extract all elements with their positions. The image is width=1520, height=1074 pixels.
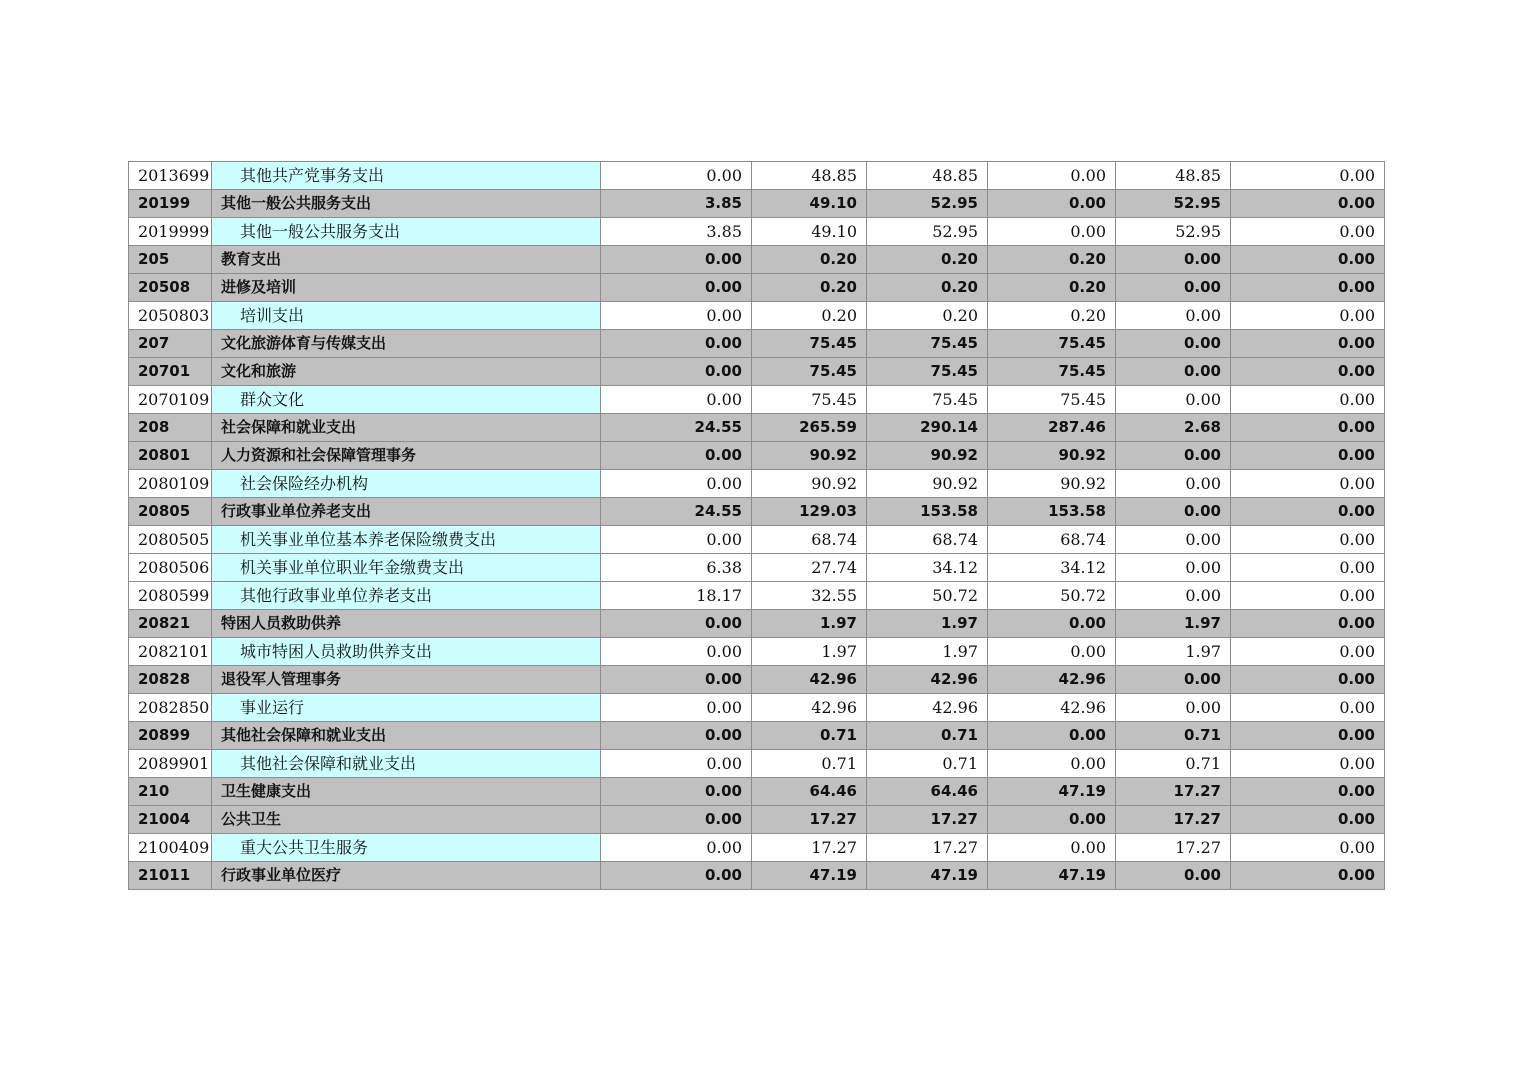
value-col-1-cell: 0.00 xyxy=(601,694,752,722)
value-col-1-cell: 0.00 xyxy=(601,722,752,750)
value-col-6-cell: 0.00 xyxy=(1231,750,1385,778)
value-col-5-cell: 0.00 xyxy=(1116,582,1231,610)
value-col-6-cell: 0.00 xyxy=(1231,582,1385,610)
value-col-3-cell: 0.20 xyxy=(867,274,988,302)
subject-code-cell: 20801 xyxy=(129,442,212,470)
subject-name-cell: 其他行政事业单位养老支出 xyxy=(212,582,601,610)
value-col-3-cell: 153.58 xyxy=(867,498,988,526)
value-col-1-cell: 3.85 xyxy=(601,218,752,246)
subject-name-cell: 重大公共卫生服务 xyxy=(212,834,601,862)
value-col-2-cell: 129.03 xyxy=(752,498,867,526)
value-col-3-cell: 75.45 xyxy=(867,330,988,358)
value-col-5-cell: 1.97 xyxy=(1116,638,1231,666)
value-col-2-cell: 32.55 xyxy=(752,582,867,610)
subject-name-cell: 进修及培训 xyxy=(212,274,601,302)
value-col-1-cell: 0.00 xyxy=(601,302,752,330)
value-col-3-cell: 64.46 xyxy=(867,778,988,806)
subject-code-cell: 20828 xyxy=(129,666,212,694)
table-row-summary xyxy=(129,610,1385,638)
value-col-5-cell: 48.85 xyxy=(1116,162,1231,190)
subject-code-cell: 20899 xyxy=(129,722,212,750)
value-col-6-cell: 0.00 xyxy=(1231,246,1385,274)
value-col-3-cell: 17.27 xyxy=(867,806,988,834)
subject-name-cell: 卫生健康支出 xyxy=(212,778,601,806)
table-row xyxy=(129,302,1385,330)
subject-code-cell: 2080599 xyxy=(129,582,212,610)
value-col-2-cell: 17.27 xyxy=(752,806,867,834)
value-col-5-cell: 0.00 xyxy=(1116,498,1231,526)
table-row-summary xyxy=(129,246,1385,274)
value-col-6-cell: 0.00 xyxy=(1231,694,1385,722)
value-col-4-cell: 0.00 xyxy=(988,834,1116,862)
value-col-3-cell: 1.97 xyxy=(867,610,988,638)
value-col-5-cell: 0.71 xyxy=(1116,750,1231,778)
subject-code-cell: 210 xyxy=(129,778,212,806)
value-col-2-cell: 68.74 xyxy=(752,526,867,554)
value-col-5-cell: 52.95 xyxy=(1116,218,1231,246)
table-row-summary xyxy=(129,722,1385,750)
subject-name-cell: 文化和旅游 xyxy=(212,358,601,386)
subject-name-cell: 行政事业单位养老支出 xyxy=(212,498,601,526)
table-row-summary xyxy=(129,274,1385,302)
value-col-5-cell: 52.95 xyxy=(1116,190,1231,218)
table-body xyxy=(129,162,1385,890)
value-col-4-cell: 90.92 xyxy=(988,442,1116,470)
value-col-3-cell: 0.71 xyxy=(867,750,988,778)
value-col-3-cell: 290.14 xyxy=(867,414,988,442)
value-col-3-cell: 75.45 xyxy=(867,386,988,414)
value-col-6-cell: 0.00 xyxy=(1231,666,1385,694)
value-col-1-cell: 24.55 xyxy=(601,414,752,442)
subject-code-cell: 2013699 xyxy=(129,162,212,190)
value-col-6-cell: 0.00 xyxy=(1231,722,1385,750)
value-col-1-cell: 0.00 xyxy=(601,610,752,638)
value-col-4-cell: 0.00 xyxy=(988,610,1116,638)
value-col-6-cell: 0.00 xyxy=(1231,638,1385,666)
subject-name-cell: 退役军人管理事务 xyxy=(212,666,601,694)
value-col-2-cell: 90.92 xyxy=(752,442,867,470)
subject-name-cell: 事业运行 xyxy=(212,694,601,722)
value-col-2-cell: 49.10 xyxy=(752,190,867,218)
value-col-3-cell: 0.20 xyxy=(867,302,988,330)
value-col-5-cell: 0.00 xyxy=(1116,442,1231,470)
value-col-3-cell: 68.74 xyxy=(867,526,988,554)
subject-code-cell: 2019999 xyxy=(129,218,212,246)
table-row-summary xyxy=(129,358,1385,386)
value-col-4-cell: 75.45 xyxy=(988,386,1116,414)
value-col-4-cell: 0.00 xyxy=(988,750,1116,778)
value-col-1-cell: 0.00 xyxy=(601,386,752,414)
subject-name-cell: 机关事业单位职业年金缴费支出 xyxy=(212,554,601,582)
value-col-6-cell: 0.00 xyxy=(1231,610,1385,638)
value-col-4-cell: 0.20 xyxy=(988,274,1116,302)
value-col-1-cell: 18.17 xyxy=(601,582,752,610)
value-col-1-cell: 0.00 xyxy=(601,778,752,806)
table-row-summary xyxy=(129,442,1385,470)
value-col-1-cell: 0.00 xyxy=(601,862,752,890)
subject-code-cell: 2050803 xyxy=(129,302,212,330)
value-col-2-cell: 48.85 xyxy=(752,162,867,190)
value-col-4-cell: 0.00 xyxy=(988,806,1116,834)
table-row-summary xyxy=(129,806,1385,834)
value-col-3-cell: 42.96 xyxy=(867,694,988,722)
subject-name-cell: 公共卫生 xyxy=(212,806,601,834)
subject-code-cell: 21004 xyxy=(129,806,212,834)
value-col-2-cell: 0.20 xyxy=(752,274,867,302)
subject-code-cell: 20805 xyxy=(129,498,212,526)
subject-code-cell: 20821 xyxy=(129,610,212,638)
value-col-1-cell: 24.55 xyxy=(601,498,752,526)
value-col-4-cell: 0.20 xyxy=(988,246,1116,274)
table-row xyxy=(129,218,1385,246)
subject-name-cell: 群众文化 xyxy=(212,386,601,414)
value-col-3-cell: 0.71 xyxy=(867,722,988,750)
subject-code-cell: 2082101 xyxy=(129,638,212,666)
value-col-4-cell: 0.00 xyxy=(988,162,1116,190)
value-col-5-cell: 0.00 xyxy=(1116,666,1231,694)
value-col-6-cell: 0.00 xyxy=(1231,442,1385,470)
value-col-2-cell: 47.19 xyxy=(752,862,867,890)
value-col-2-cell: 27.74 xyxy=(752,554,867,582)
value-col-3-cell: 42.96 xyxy=(867,666,988,694)
value-col-2-cell: 17.27 xyxy=(752,834,867,862)
value-col-5-cell: 0.71 xyxy=(1116,722,1231,750)
value-col-6-cell: 0.00 xyxy=(1231,330,1385,358)
value-col-1-cell: 0.00 xyxy=(601,750,752,778)
value-col-2-cell: 265.59 xyxy=(752,414,867,442)
subject-code-cell: 2070109 xyxy=(129,386,212,414)
value-col-5-cell: 17.27 xyxy=(1116,806,1231,834)
table-row-summary xyxy=(129,862,1385,890)
value-col-4-cell: 0.00 xyxy=(988,190,1116,218)
table-row xyxy=(129,750,1385,778)
table-row-summary xyxy=(129,666,1385,694)
value-col-6-cell: 0.00 xyxy=(1231,806,1385,834)
value-col-5-cell: 0.00 xyxy=(1116,470,1231,498)
value-col-4-cell: 42.96 xyxy=(988,694,1116,722)
table-row xyxy=(129,162,1385,190)
value-col-2-cell: 42.96 xyxy=(752,666,867,694)
table-row-summary xyxy=(129,330,1385,358)
value-col-1-cell: 0.00 xyxy=(601,442,752,470)
subject-name-cell: 其他共产党事务支出 xyxy=(212,162,601,190)
value-col-4-cell: 0.00 xyxy=(988,218,1116,246)
value-col-4-cell: 42.96 xyxy=(988,666,1116,694)
value-col-4-cell: 75.45 xyxy=(988,330,1116,358)
value-col-4-cell: 47.19 xyxy=(988,778,1116,806)
value-col-3-cell: 47.19 xyxy=(867,862,988,890)
subject-name-cell: 人力资源和社会保障管理事务 xyxy=(212,442,601,470)
value-col-4-cell: 0.00 xyxy=(988,638,1116,666)
value-col-2-cell: 0.20 xyxy=(752,302,867,330)
table-row xyxy=(129,694,1385,722)
budget-expenditure-table xyxy=(128,161,1385,890)
value-col-6-cell: 0.00 xyxy=(1231,414,1385,442)
value-col-2-cell: 42.96 xyxy=(752,694,867,722)
value-col-4-cell: 0.20 xyxy=(988,302,1116,330)
value-col-2-cell: 75.45 xyxy=(752,330,867,358)
subject-code-cell: 20701 xyxy=(129,358,212,386)
subject-name-cell: 培训支出 xyxy=(212,302,601,330)
value-col-2-cell: 75.45 xyxy=(752,358,867,386)
value-col-6-cell: 0.00 xyxy=(1231,190,1385,218)
value-col-5-cell: 1.97 xyxy=(1116,610,1231,638)
value-col-6-cell: 0.00 xyxy=(1231,274,1385,302)
value-col-1-cell: 0.00 xyxy=(601,666,752,694)
value-col-6-cell: 0.00 xyxy=(1231,162,1385,190)
value-col-1-cell: 0.00 xyxy=(601,470,752,498)
value-col-6-cell: 0.00 xyxy=(1231,386,1385,414)
value-col-1-cell: 0.00 xyxy=(601,806,752,834)
subject-code-cell: 2080109 xyxy=(129,470,212,498)
value-col-5-cell: 0.00 xyxy=(1116,694,1231,722)
value-col-3-cell: 34.12 xyxy=(867,554,988,582)
value-col-1-cell: 0.00 xyxy=(601,162,752,190)
value-col-2-cell: 1.97 xyxy=(752,638,867,666)
table-row xyxy=(129,554,1385,582)
value-col-3-cell: 0.20 xyxy=(867,246,988,274)
subject-name-cell: 教育支出 xyxy=(212,246,601,274)
table-row xyxy=(129,526,1385,554)
subject-name-cell: 社会保障和就业支出 xyxy=(212,414,601,442)
value-col-2-cell: 49.10 xyxy=(752,218,867,246)
value-col-5-cell: 0.00 xyxy=(1116,274,1231,302)
subject-name-cell: 其他一般公共服务支出 xyxy=(212,190,601,218)
table-row-summary xyxy=(129,778,1385,806)
value-col-4-cell: 47.19 xyxy=(988,862,1116,890)
value-col-3-cell: 50.72 xyxy=(867,582,988,610)
value-col-6-cell: 0.00 xyxy=(1231,862,1385,890)
value-col-6-cell: 0.00 xyxy=(1231,498,1385,526)
value-col-4-cell: 50.72 xyxy=(988,582,1116,610)
value-col-5-cell: 0.00 xyxy=(1116,862,1231,890)
value-col-1-cell: 0.00 xyxy=(601,246,752,274)
value-col-1-cell: 0.00 xyxy=(601,358,752,386)
value-col-4-cell: 75.45 xyxy=(988,358,1116,386)
subject-name-cell: 文化旅游体育与传媒支出 xyxy=(212,330,601,358)
value-col-2-cell: 1.97 xyxy=(752,610,867,638)
subject-name-cell: 行政事业单位医疗 xyxy=(212,862,601,890)
table-row xyxy=(129,386,1385,414)
value-col-5-cell: 0.00 xyxy=(1116,302,1231,330)
subject-name-cell: 社会保险经办机构 xyxy=(212,470,601,498)
value-col-4-cell: 0.00 xyxy=(988,722,1116,750)
subject-code-cell: 205 xyxy=(129,246,212,274)
value-col-5-cell: 0.00 xyxy=(1116,330,1231,358)
value-col-5-cell: 0.00 xyxy=(1116,386,1231,414)
value-col-3-cell: 52.95 xyxy=(867,218,988,246)
value-col-1-cell: 3.85 xyxy=(601,190,752,218)
value-col-1-cell: 0.00 xyxy=(601,330,752,358)
value-col-4-cell: 287.46 xyxy=(988,414,1116,442)
subject-name-cell: 特困人员救助供养 xyxy=(212,610,601,638)
value-col-4-cell: 90.92 xyxy=(988,470,1116,498)
value-col-3-cell: 90.92 xyxy=(867,470,988,498)
value-col-6-cell: 0.00 xyxy=(1231,358,1385,386)
value-col-2-cell: 64.46 xyxy=(752,778,867,806)
value-col-2-cell: 90.92 xyxy=(752,470,867,498)
subject-name-cell: 其他一般公共服务支出 xyxy=(212,218,601,246)
subject-code-cell: 20508 xyxy=(129,274,212,302)
value-col-2-cell: 75.45 xyxy=(752,386,867,414)
subject-code-cell: 2080505 xyxy=(129,526,212,554)
table-row xyxy=(129,470,1385,498)
table-row-summary xyxy=(129,414,1385,442)
value-col-1-cell: 6.38 xyxy=(601,554,752,582)
value-col-2-cell: 0.71 xyxy=(752,722,867,750)
value-col-4-cell: 153.58 xyxy=(988,498,1116,526)
value-col-3-cell: 1.97 xyxy=(867,638,988,666)
value-col-3-cell: 75.45 xyxy=(867,358,988,386)
value-col-2-cell: 0.20 xyxy=(752,246,867,274)
value-col-5-cell: 2.68 xyxy=(1116,414,1231,442)
value-col-5-cell: 0.00 xyxy=(1116,358,1231,386)
subject-name-cell: 其他社会保障和就业支出 xyxy=(212,722,601,750)
table-row xyxy=(129,834,1385,862)
value-col-5-cell: 17.27 xyxy=(1116,778,1231,806)
value-col-1-cell: 0.00 xyxy=(601,834,752,862)
value-col-6-cell: 0.00 xyxy=(1231,554,1385,582)
value-col-1-cell: 0.00 xyxy=(601,638,752,666)
value-col-5-cell: 0.00 xyxy=(1116,246,1231,274)
subject-name-cell: 机关事业单位基本养老保险缴费支出 xyxy=(212,526,601,554)
value-col-4-cell: 68.74 xyxy=(988,526,1116,554)
value-col-3-cell: 52.95 xyxy=(867,190,988,218)
subject-code-cell: 20199 xyxy=(129,190,212,218)
table-row xyxy=(129,638,1385,666)
value-col-3-cell: 90.92 xyxy=(867,442,988,470)
subject-code-cell: 208 xyxy=(129,414,212,442)
subject-name-cell: 城市特困人员救助供养支出 xyxy=(212,638,601,666)
subject-code-cell: 207 xyxy=(129,330,212,358)
value-col-6-cell: 0.00 xyxy=(1231,526,1385,554)
value-col-5-cell: 0.00 xyxy=(1116,554,1231,582)
table-row-summary xyxy=(129,498,1385,526)
value-col-4-cell: 34.12 xyxy=(988,554,1116,582)
value-col-6-cell: 0.00 xyxy=(1231,778,1385,806)
value-col-6-cell: 0.00 xyxy=(1231,470,1385,498)
value-col-5-cell: 17.27 xyxy=(1116,834,1231,862)
value-col-3-cell: 17.27 xyxy=(867,834,988,862)
value-col-6-cell: 0.00 xyxy=(1231,302,1385,330)
value-col-5-cell: 0.00 xyxy=(1116,526,1231,554)
subject-code-cell: 21011 xyxy=(129,862,212,890)
value-col-1-cell: 0.00 xyxy=(601,526,752,554)
value-col-2-cell: 0.71 xyxy=(752,750,867,778)
subject-code-cell: 2082850 xyxy=(129,694,212,722)
value-col-6-cell: 0.00 xyxy=(1231,218,1385,246)
value-col-6-cell: 0.00 xyxy=(1231,834,1385,862)
subject-code-cell: 2100409 xyxy=(129,834,212,862)
subject-code-cell: 2089901 xyxy=(129,750,212,778)
table-row-summary xyxy=(129,190,1385,218)
value-col-1-cell: 0.00 xyxy=(601,274,752,302)
subject-code-cell: 2080506 xyxy=(129,554,212,582)
value-col-3-cell: 48.85 xyxy=(867,162,988,190)
subject-name-cell: 其他社会保障和就业支出 xyxy=(212,750,601,778)
table-row xyxy=(129,582,1385,610)
